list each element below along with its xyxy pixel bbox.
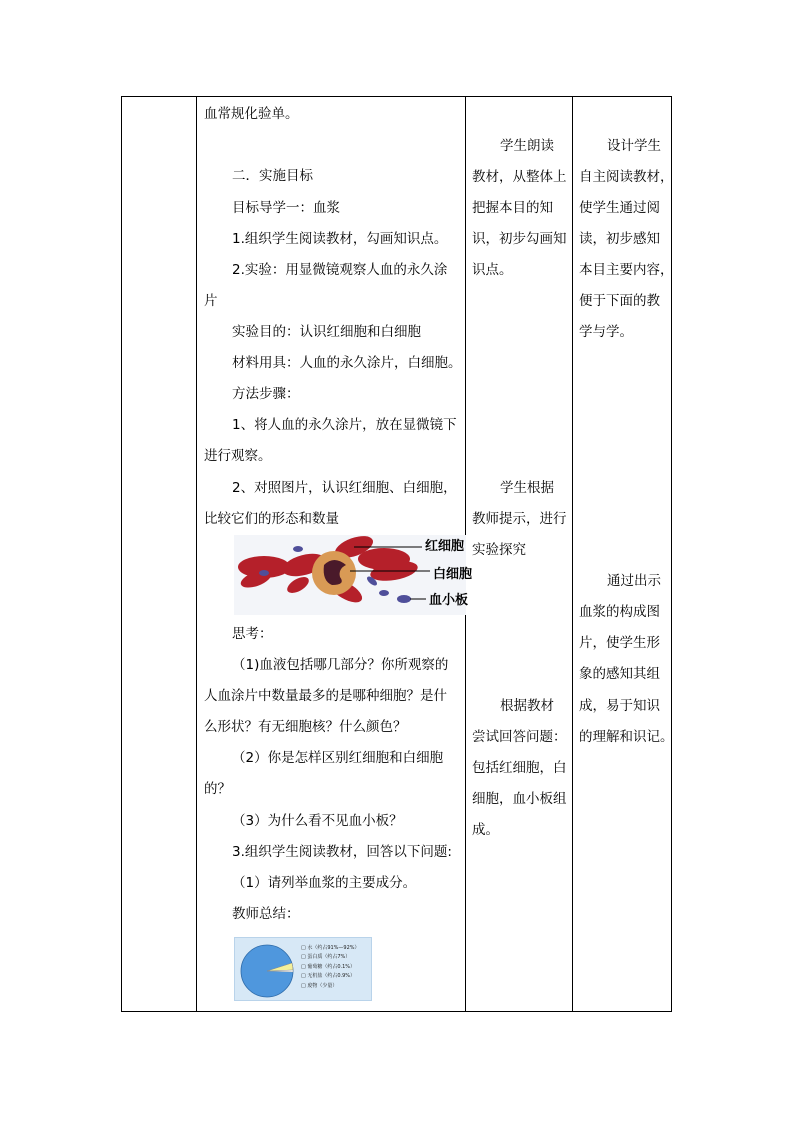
design-line: 的理解和识记。: [579, 729, 674, 745]
platelet-shape: [293, 546, 303, 552]
content-line: （3）为什么看不见血小板？: [232, 813, 403, 829]
student-line: 成。: [472, 822, 499, 838]
legend-item: □ 废物（少量）: [301, 982, 338, 989]
design-line: 成，易于知识: [579, 698, 660, 714]
pie-legend: [301, 944, 360, 991]
content-line: 进行观察。: [204, 448, 272, 464]
legend-item: □ 无机盐（约占0.9%）: [301, 973, 356, 980]
design-line: 片，使学生形: [579, 635, 660, 651]
design-line: 便于下面的教: [579, 293, 660, 309]
legend-item: □ 水（约占91%—92%）: [301, 945, 360, 951]
student-line: 学生朗读: [500, 138, 554, 154]
design-line: 读，初步感知: [579, 231, 660, 247]
student-line: 识点。: [472, 262, 513, 278]
design-line: 血浆的构成图: [579, 604, 660, 620]
content-line: 血常规化验单。: [204, 106, 299, 122]
platelet-shape: [397, 595, 411, 603]
content-line: 么形状？有无细胞核？什么颜色？: [204, 719, 407, 735]
student-line: 根据教材: [500, 698, 554, 714]
student-line: 细胞，血小板组: [472, 791, 567, 807]
content-line: （2）你是怎样区别红细胞和白细胞: [232, 750, 444, 766]
student-line: 尝试回答问题：: [472, 729, 567, 745]
content-line: （1)血液包括哪几部分？你所观察的: [232, 657, 449, 673]
content-line: （1）请列举血浆的主要成分。: [232, 875, 417, 891]
design-line: 学与学。: [579, 324, 633, 340]
column-divider: [196, 97, 197, 1011]
design-line: 象的感知其组: [579, 666, 660, 682]
objective-heading: 目标导学一：血浆: [232, 200, 340, 216]
section-heading: 二．实施目标: [232, 168, 313, 184]
student-line: 识，初步勾画知: [472, 231, 567, 247]
blood-cells-figure: [234, 535, 473, 615]
design-line: 设计学生: [607, 138, 661, 154]
content-line: 思考：: [232, 626, 273, 642]
content-line: 实验目的：认识红细胞和白细胞: [232, 324, 421, 340]
design-intent-column: [573, 97, 672, 1011]
content-line: 方法步骤：: [232, 386, 300, 402]
design-line: 使学生通过阅: [579, 200, 660, 216]
content-line: 2、对照图片，认识红细胞、白细胞，: [232, 480, 457, 496]
student-line: 学生根据: [500, 480, 554, 496]
legend-item: □ 葡萄糖（约占0.1%）: [301, 963, 356, 970]
platelet-shape: [379, 590, 389, 596]
student-line: 实验探究: [472, 542, 526, 558]
platelet-shape: [259, 570, 269, 576]
plasma-composition-figure: [234, 937, 372, 1001]
design-line: 自主阅读教材，: [579, 169, 674, 185]
student-line: 教师提示，进行: [472, 511, 567, 527]
content-line: 教师总结：: [232, 906, 300, 922]
student-line: 把握本目的知: [472, 200, 553, 216]
student-activity-column: [466, 97, 573, 1011]
content-line: 材料用具：人血的永久涂片，白细胞。: [232, 355, 462, 371]
legend-item: □ 蛋白质（约占7%）: [301, 954, 351, 961]
content-line: 1.组织学生阅读教材，勾画知识点。: [232, 231, 448, 247]
student-line: 包括红细胞，白: [472, 760, 567, 776]
student-line: 教材，从整体上: [472, 169, 567, 185]
content-line: 比较它们的形态和数量: [204, 511, 339, 527]
red-cell-label: 红细胞: [425, 539, 465, 554]
design-line: 本目主要内容，: [579, 262, 674, 278]
content-line: 人血涂片中数量最多的是哪种细胞？是什: [204, 688, 447, 704]
content-line: 2.实验：用显微镜观察人血的永久涂: [232, 262, 448, 278]
teaching-content-column: [198, 97, 473, 1011]
platelet-label: 血小板: [429, 593, 469, 608]
content-line: 1、将人血的永久涂片，放在显微镜下: [232, 417, 457, 433]
design-line: 通过出示: [607, 573, 661, 589]
content-line: 的？: [204, 781, 231, 797]
white-cell-label: 白细胞: [433, 567, 473, 582]
content-line: 3.组织学生阅读教材，回答以下问题:: [232, 844, 452, 860]
content-line: 片: [204, 293, 218, 309]
lesson-table: [121, 96, 672, 1012]
plasma-pie-chart: [235, 938, 299, 1002]
